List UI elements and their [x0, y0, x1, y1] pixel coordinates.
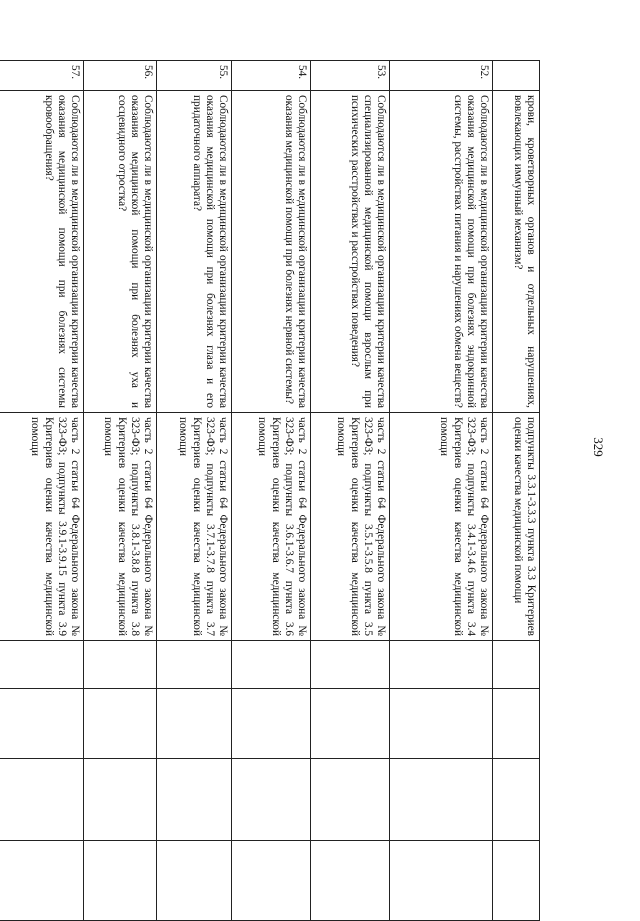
row-number: 53.	[311, 61, 390, 91]
requirement-reference: часть 2 статьи 64 Федерального закона № 323-ФЗ; подпункты 3.8.1-3.8.8 пункта 3.8 Критериев оценки качества медицинской помощи	[84, 413, 157, 641]
answer-cell-not-applicable	[493, 759, 540, 841]
table-row	[311, 61, 390, 921]
answer-cell-yes	[311, 641, 390, 689]
answer-cell-not-applicable	[232, 759, 311, 841]
answer-cell-no	[157, 689, 232, 759]
answer-cell-no	[84, 689, 157, 759]
answer-cell-no	[232, 689, 311, 759]
comment-cell	[157, 841, 232, 921]
question-text: Соблюдаются ли в медицинской организации критерии качества оказания медицинской помощи при болезнях глаза и его придаточного аппарата?	[157, 91, 232, 413]
comment-cell	[493, 841, 540, 921]
row-number	[493, 61, 540, 91]
row-number: 57.	[0, 61, 84, 91]
comment-cell	[232, 841, 311, 921]
answer-cell-no	[0, 689, 84, 759]
answer-cell-not-applicable	[390, 759, 493, 841]
table-row	[0, 61, 84, 921]
answer-cell-not-applicable	[0, 759, 84, 841]
row-number: 56.	[84, 61, 157, 91]
question-text: Соблюдаются ли в медицинской организации критерии качества оказания медицинской помощи при болезнях эндокринной системы, расстройствах питания и нарушениях обмена веществ?	[390, 91, 493, 413]
rotated-page-content	[29, 60, 540, 920]
answer-cell-yes	[232, 641, 311, 689]
checklist-table	[0, 60, 540, 921]
requirement-reference: часть 2 статьи 64 Федерального закона № 323-ФЗ; подпункты 3.5.1-3.5.8 пункта 3.5 Критериев оценки качества медицинской помощи	[311, 413, 390, 641]
comment-cell	[0, 841, 84, 921]
answer-cell-not-applicable	[157, 759, 232, 841]
answer-cell-yes	[493, 641, 540, 689]
answer-cell-not-applicable	[311, 759, 390, 841]
question-text: Соблюдаются ли в медицинской организации критерии качества оказания медицинской помощи при болезнях уха и сосцевидного отростка?	[84, 91, 157, 413]
answer-cell-no	[311, 689, 390, 759]
row-number: 55.	[157, 61, 232, 91]
row-number: 54.	[232, 61, 311, 91]
row-number: 52.	[390, 61, 493, 91]
page-number: 329	[591, 437, 606, 457]
table-row	[390, 61, 493, 921]
answer-cell-no	[390, 689, 493, 759]
requirement-reference: часть 2 статьи 64 Федерального закона № 323-ФЗ; подпункты 3.4.1-3.4.6 пункта 3.4 Критериев оценки качества медицинской помощи	[390, 413, 493, 641]
question-text: крови, кроветворных органов и отдельных нарушениях, вовлекающих иммунный механизм?	[493, 91, 540, 413]
table-row	[84, 61, 157, 921]
requirement-reference: часть 2 статьи 64 Федерального закона № 323-ФЗ; подпункты 3.7.1-3.7.8 пункта 3.7 Критериев оценки качества медицинской помощи	[157, 413, 232, 641]
requirement-reference: часть 2 статьи 64 Федерального закона № 323-ФЗ; подпункты 3.9.1-3.9.15 пункта 3.9 Критериев оценки качества медицинской помощи	[0, 413, 84, 641]
comment-cell	[390, 841, 493, 921]
comment-cell	[84, 841, 157, 921]
table-row	[493, 61, 540, 921]
table-row	[232, 61, 311, 921]
question-text: Соблюдаются ли в медицинской организации критерии качества оказания медицинской помощи при болезнях системы кровообращения?	[0, 91, 84, 413]
answer-cell-yes	[0, 641, 84, 689]
answer-cell-yes	[157, 641, 232, 689]
question-text: Соблюдаются ли в медицинской организации критерии качества оказания медицинской помощи при болезнях нервной системы?	[232, 91, 311, 413]
table-row	[157, 61, 232, 921]
comment-cell	[311, 841, 390, 921]
answer-cell-yes	[390, 641, 493, 689]
answer-cell-no	[493, 689, 540, 759]
answer-cell-not-applicable	[84, 759, 157, 841]
answer-cell-yes	[84, 641, 157, 689]
requirement-reference: часть 2 статьи 64 Федерального закона № 323-ФЗ; подпункты 3.6.1-3.6.7 пункта 3.6 Критериев оценки качества медицинской помощи	[232, 413, 311, 641]
question-text: Соблюдаются ли в медицинской организации критерии качества специализированной медицинской помощи взрослым при психических расстройствах и расстройствах поведения?	[311, 91, 390, 413]
requirement-reference: подпункты 3.3.1-3.3.3 пункта 3.3 Критериев оценки качества медицинской помощи	[493, 413, 540, 641]
